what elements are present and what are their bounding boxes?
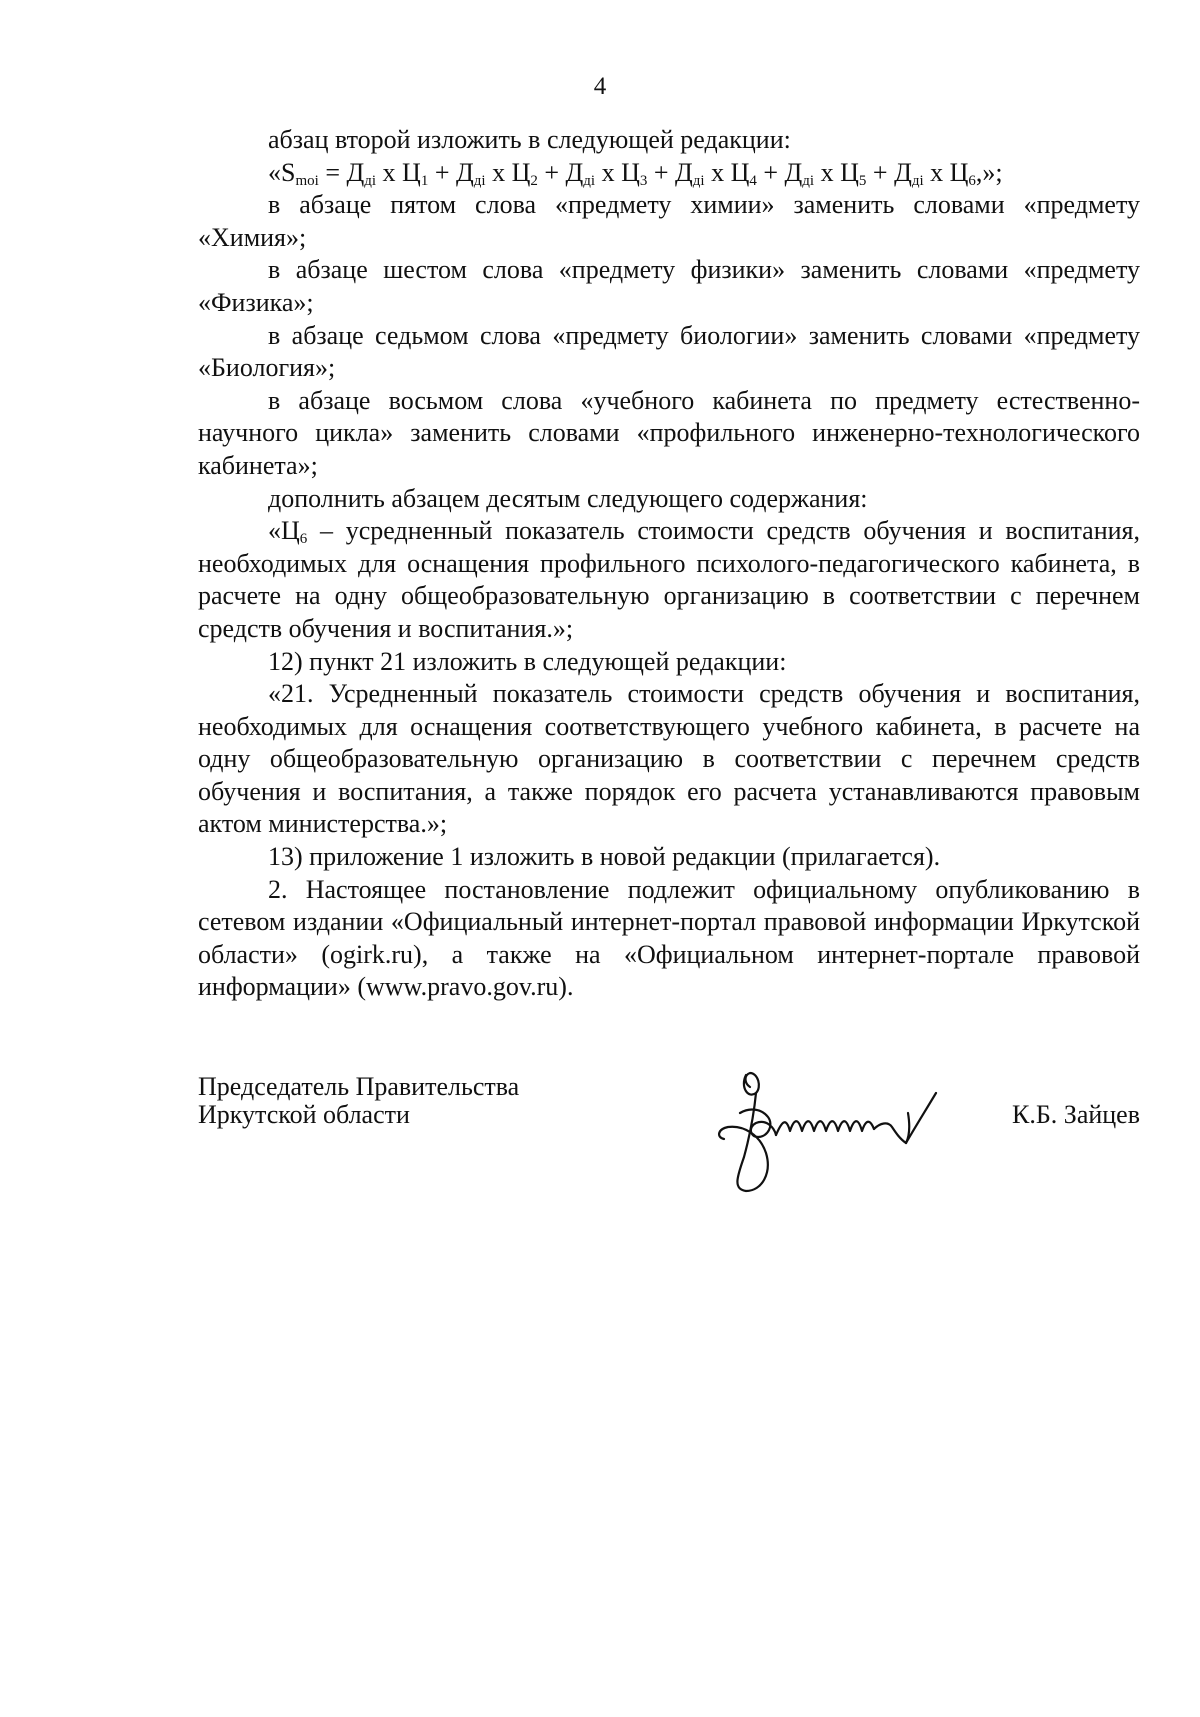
formula-times: х [485, 157, 512, 187]
formula-d-subscript: дi [911, 172, 924, 189]
paragraph-5: в абзаце седьмом слова «предмету биологии» заменить словами «предмету «Биология»; [198, 320, 1140, 383]
page-number: 4 [593, 73, 607, 100]
formula-term [346, 158, 428, 187]
formula-open: «S [268, 157, 296, 187]
formula-times: х [595, 157, 622, 187]
formula-c-subscript: 4 [749, 172, 757, 189]
formula-d-subscript: дi [473, 172, 486, 189]
formula-plus: + [537, 157, 566, 187]
signer-title-line-1: Председатель Правительства [198, 1072, 520, 1101]
formula-d: Д [784, 157, 803, 187]
formula-d: Д [565, 157, 584, 187]
paragraph-8-subscript: 6 [299, 531, 308, 548]
paragraph-4: в абзаце шестом слова «предмету физики» заменить словами «предмету «Физика»; [198, 255, 1140, 317]
formula-term [675, 158, 757, 187]
formula-d: Д [675, 157, 693, 187]
signer-name: К.Б. Зайцев [1012, 1100, 1140, 1129]
formula-times: х [704, 157, 731, 187]
formula-d: Д [346, 157, 365, 187]
formula-c: Ц [621, 157, 640, 187]
formula [198, 157, 1140, 190]
formula-c: Ц [949, 157, 969, 187]
formula-plus: + [866, 157, 895, 187]
paragraph-8-text: – усредненный показатель стоимости средств обучения и воспитания, необходимых для оснащения профильного психолого-педагогического кабинета, в расчете на одну общеобразовательную организацию в соответствии с перечнем средств обучения и воспитания.»; [198, 516, 1140, 643]
formula-close: ,»; [975, 157, 1003, 187]
formula-times: х [814, 157, 841, 187]
paragraph-8 [198, 515, 1140, 645]
formula-d-subscript: дi [802, 172, 815, 189]
formula-plus: + [428, 157, 456, 187]
formula-plus: + [756, 157, 785, 187]
formula-c-subscript: 5 [858, 172, 867, 189]
paragraph-11: 13) приложение 1 изложить в новой редакции (прилагается). [268, 842, 941, 872]
formula-plus: + [647, 157, 676, 187]
paragraph-12: 2. Настоящее постановление подлежит официальному опубликованию в сетевом издании «Официальный интернет-портал правовой информации Иркутской области» (ogirk.ru), а также на «Официальном интернет-портале правовой информации» (www.pravo.gov.ru). [198, 874, 1140, 1002]
formula-term [456, 158, 538, 187]
paragraph-7: дополнить абзацем десятым следующего содержания: [268, 483, 868, 513]
signer-title [198, 1073, 618, 1129]
formula-term [894, 158, 976, 187]
paragraph-9: 12) пункт 21 изложить в следующей редакции: [268, 646, 787, 676]
formula-term [566, 158, 648, 187]
formula-c-subscript: 6 [968, 172, 976, 189]
paragraph-3: в абзаце пятом слова «предмету химии» заменить словами «предмету «Химия»; [198, 190, 1140, 252]
formula-c: Ц [402, 157, 421, 187]
paragraph-8-prefix: «Ц [268, 516, 300, 546]
formula-d-subscript: дi [364, 172, 377, 189]
formula-c-subscript: 3 [639, 172, 648, 189]
paragraph-1: абзац второй изложить в следующей редакции: [268, 125, 791, 154]
paragraph-10: «21. Усредненный показатель стоимости средств обучения и воспитания, необходимых для оснащения соответствующего учебного кабинета, в расчете на одну общеобразовательную организацию в соответствии с перечнем средств обучения и воспитания, а также порядок его расчета устанавливаются правовым актом министерства.»; [198, 679, 1140, 839]
signer-title-line-2: Иркутской области [198, 1100, 410, 1129]
document-body [198, 124, 1140, 1004]
formula-d-subscript: дi [583, 172, 596, 189]
formula-c-subscript: 2 [530, 172, 538, 189]
formula-term [785, 158, 867, 187]
formula-c: Ц [730, 157, 750, 187]
formula-times: х [923, 157, 950, 187]
formula-c: Ц [511, 157, 531, 187]
formula-d-subscript: дi [692, 172, 705, 189]
formula-c: Ц [840, 157, 859, 187]
formula-times: х [376, 157, 403, 187]
formula-c-subscript: 1 [420, 172, 429, 189]
paragraph-6: в абзаце восьмом слова «учебного кабинета по предмету естественно-научного цикла» заменить словами «профильного инженерно-технологического кабинета»; [198, 385, 1140, 480]
formula-equals: = [318, 157, 347, 187]
formula-s-subscript: moi [295, 172, 319, 189]
handwritten-signature [710, 1053, 950, 1203]
signature-block [198, 1073, 1140, 1193]
formula-d: Д [456, 157, 474, 187]
formula-d: Д [894, 157, 912, 187]
